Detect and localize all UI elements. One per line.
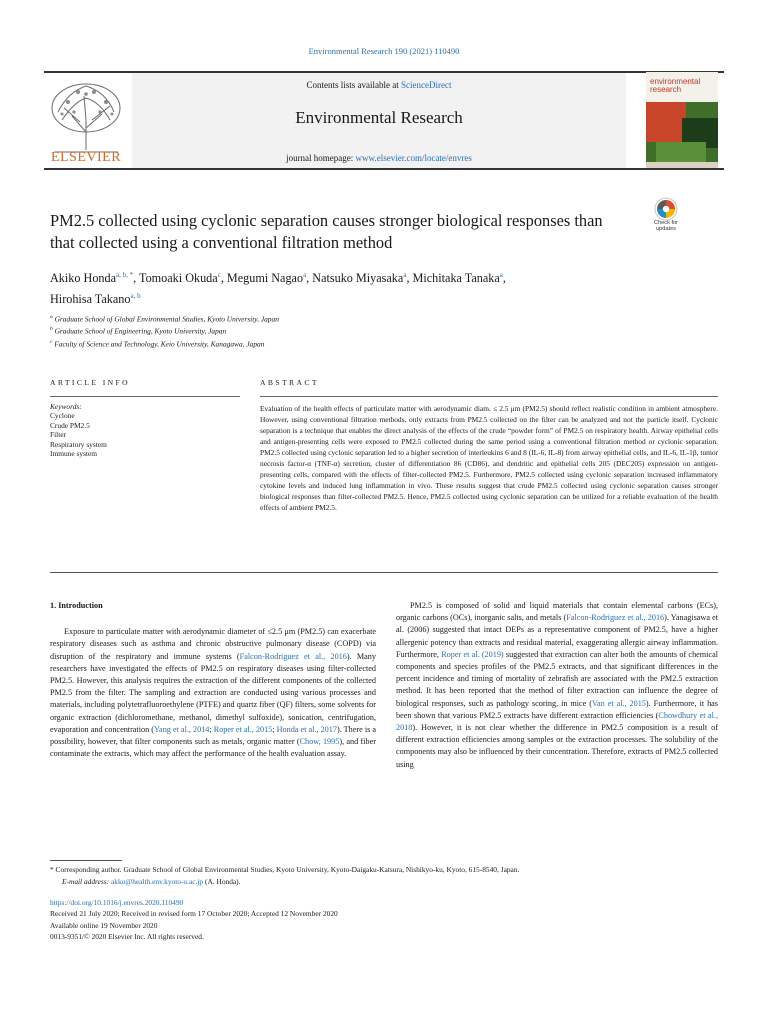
affiliation-item — [50, 324, 690, 336]
header-bottom-rule — [44, 168, 724, 170]
contents-line — [132, 80, 626, 90]
keyword-item: Immune system — [50, 449, 98, 459]
citation-link[interactable]: Roper et al., 2015 — [213, 724, 273, 734]
cover-title: environmental research — [650, 77, 701, 94]
elsevier-wordmark: ELSEVIER — [50, 150, 122, 165]
body-text: ). However, it is not clear whether the difference in PM2.5 composition is a result of different extraction efficiencies among samples or the extraction processes. The solubility of the components may also be influenced by their concentration. Therefore, extracts of PM2.5 collected using — [396, 723, 718, 769]
keyword-item: Filter — [50, 430, 67, 440]
citation-link[interactable]: Falcon-Rodriguez et al., 2016 — [239, 651, 347, 661]
citation-link[interactable]: Roper et al. (2019) — [441, 649, 504, 659]
journal-citation[interactable]: Environmental Research 190 (2021) 110490 — [308, 46, 460, 56]
body-text: ), and fiber contaminate the extracts, which may affect the performance of the health evaluation assay. — [50, 737, 376, 759]
citation-link[interactable]: Falcon-Rodriguez et al., 2016 — [566, 613, 665, 623]
keywords-block — [50, 402, 240, 458]
author-name: Natsuko Miyasaka — [312, 271, 404, 286]
body-text: ). Yanagisawa et al. (2006) suggested that intact DEPs as a representative component of PM2.5, have a higher allergenic potency than extracts and residual material, exaggerating allergic airway inflammation. Furthermore, — [396, 613, 719, 659]
body-text: suggested that extraction can alter both the amounts of chemical components and species profiles of the PM2.5 extracts, and that significant differences in the percent incidence and timing of mortality of zebrafish are associated with the PM2.5 extraction method. It has been reported that the method of filter extraction can influence the degree of biological responses, such as pathology scoring, in mice ( — [396, 649, 718, 708]
author-separator: , — [306, 271, 313, 286]
doi-link[interactable]: https://doi.org/10.1016/j.envres.2020.110490 — [50, 898, 184, 907]
author-list — [50, 266, 690, 308]
body-column-right — [396, 600, 718, 771]
contents-prefix: Contents lists available at — [306, 80, 401, 90]
history-dates: Received 21 July 2020; Received in revised form 17 October 2020; Accepted 12 November 2020 — [50, 909, 338, 919]
footnote-rule — [50, 860, 122, 861]
article-info-rule — [50, 396, 240, 397]
abstract-heading: ABSTRACT — [260, 378, 319, 387]
body-text: ). There is a possibility, however, that filter components such as metals, organic matter ( — [50, 724, 376, 747]
header-top-rule — [44, 71, 724, 73]
elsevier-logo — [44, 72, 128, 168]
email-suffix: (A. Honda). — [203, 876, 241, 886]
affiliation-marker: b — [50, 326, 53, 333]
affiliation-item — [50, 312, 690, 324]
citation-link[interactable]: Yang et al., 2014 — [153, 724, 210, 734]
affiliation-item — [50, 337, 690, 349]
keyword-item: Cyclone — [50, 411, 75, 421]
affiliation-marker: c — [50, 338, 53, 345]
affiliation-list — [50, 312, 690, 349]
body-text: ). Furthermore, it has been shown that various PM2.5 extracts have different extraction efficiencies ( — [396, 698, 718, 720]
journal-cover-image — [646, 72, 718, 168]
author-name: Megumi Nagao — [226, 271, 304, 286]
author-name: Michitaka Tanaka — [412, 271, 500, 286]
abstract-bottom-rule — [50, 572, 718, 573]
keyword-item: Crude PM2.5 — [50, 420, 90, 430]
body-text: PM2.5 is composed of solid and liquid materials that contain elemental carbons (ECs), organic carbons (OCs), inorganic salts, and metals ( — [396, 601, 718, 623]
author-affiliation-marker[interactable]: a, b, * — [116, 271, 134, 279]
homepage-prefix: journal homepage: — [286, 153, 356, 163]
body-text: ; — [272, 724, 277, 734]
body-text: ; — [209, 724, 214, 734]
corresponding-author-note: * Corresponding author. Graduate School of Global Environmental Studies, Kyoto University, Kyoto-Daigaku-Katsura, Nishikyo-ku, Kyoto, 615-8540, Japan. — [50, 865, 520, 874]
email-line — [50, 876, 718, 888]
body-text: Exposure to particulate matter with aerodynamic diameter of ≤2.5 μm (PM2.5) can exacerbate respiratory diseases such as asthma and chronic obstructive pulmonary disease (COPD) via disruption of the respiratory and immune systems ( — [50, 627, 376, 661]
affiliation-marker: a — [50, 314, 53, 320]
sciencedirect-link[interactable]: ScienceDirect — [401, 80, 452, 90]
journal-name: Environmental Research — [295, 108, 463, 127]
author-separator: , — [502, 271, 506, 286]
body-column-left — [50, 600, 376, 760]
citation-link[interactable]: Chowdhury et al., 2018 — [396, 710, 718, 733]
intro-paragraph-1 — [50, 626, 376, 760]
keyword-item: Respiratory system — [50, 439, 107, 449]
author-separator: , — [220, 271, 227, 286]
author-name: Akiko Honda — [50, 271, 117, 286]
author-affiliation-marker[interactable]: a — [403, 271, 407, 279]
email-link[interactable]: akko@health.env.kyoto-u.ac.jp — [111, 876, 204, 886]
author-separator: , — [133, 271, 139, 286]
body-text: ). Many researchers have investigated the effects of PM2.5 on respiratory diseases using filter-collected PM2.5. However, this analysis requires the extraction of the different components of the collected PM2.5 from the filter. The sampling and extraction are conducted using various processes and materials, including polytetrafluoroethylene (PTFE) and quartz fiber (QF) filters, some solvents for organic extraction (dichloromethane, methanol, dimethyl sulfoxide), sonication, centrifugation, evaporation and concentration ( — [50, 651, 376, 734]
email-label: E-mail address: — [62, 876, 110, 886]
author-name: Tomoaki Okuda — [139, 271, 218, 286]
footnote-block — [50, 864, 718, 887]
affiliation-text: Graduate School of Engineering, Kyoto University, Japan — [52, 326, 227, 336]
homepage-link[interactable]: www.elsevier.com/locate/envres — [355, 153, 472, 163]
article-title: PM2.5 collected using cyclonic separation causes stronger biological responses than that collected using a conventional filtration method — [50, 211, 603, 252]
introduction-heading: 1. Introduction — [50, 601, 103, 610]
article-info-heading: ARTICLE INFO — [50, 378, 131, 387]
author-separator: , — [406, 271, 413, 286]
available-online: Available online 19 November 2020 — [50, 920, 158, 930]
citation-link[interactable]: Van et al., 2015 — [592, 698, 646, 708]
author-name: Hirohisa Takano — [50, 292, 131, 307]
author-affiliation-marker[interactable]: a, b — [130, 292, 141, 301]
affiliation-text: Faculty of Science and Technology, Keio University, Kanagawa, Japan — [52, 339, 265, 349]
citation-link[interactable]: Honda et al., 2017 — [276, 724, 337, 734]
keywords-label: Keywords: — [50, 402, 82, 411]
abstract-rule — [260, 396, 718, 397]
intro-paragraph-2 — [396, 600, 718, 771]
author-affiliation-marker[interactable]: a — [303, 271, 307, 279]
copyright: 0013-9351/© 2020 Elsevier Inc. All rights reserved. — [50, 932, 204, 942]
keywords-list — [50, 411, 240, 458]
author-affiliation-marker[interactable]: a — [499, 271, 503, 279]
author-affiliation-marker[interactable]: c — [217, 271, 221, 279]
affiliation-text: Graduate School of Global Environmental Studies, Kyoto University, Japan — [52, 314, 279, 324]
citation-link[interactable]: Chow, 1995 — [299, 737, 340, 747]
abstract-text: Evaluation of the health effects of particulate matter with aerodynamic diam. ≤ 2.5 μm (PM2.5) should reflect realistic condition in ambient atmosphere. However, using conventional filtration methods, only extracts from PM2.5 collected on the filter can be analyzed and not the particle itself. Cyclonic separation is a technique that enables the direct analysis of the effects of the crude “powder form” of PM2.5 on respiratory health. Airway epithelial cells and antigen-presenting cells were exposed to PM2.5 collected during the same period using a conventional filtration method or cyclonic separation. PM2.5 collected using cyclonic separation led to a higher secretion of interleukins 6 and 8 (IL-6, IL-8) from airway epithelial cells, and IL-6, IL-1β, tumor necrosis factor-α (TNF-α) secretion, cluster of differentiation 86 (CD86), and dendritic and epithelial cells 205 (DEC205) expression on antigen-presenting cells, compared with the effects of filter-collected PM2.5. Furthermore, PM2.5 collected using cyclonic separation increased inflammatory cytokine levels and induced lung inflammation in vivo. These results suggest that crude PM2.5 collected using cyclonic separation causes stronger biological responses than filter-collected PM2.5. Hence, PM2.5 collected using cyclonic separation can be utilized for a reliable evaluation of the health effects of ambient PM2.5. — [260, 404, 718, 512]
check-for-updates-label: Check for updates — [654, 220, 678, 232]
homepage-line — [132, 153, 626, 163]
publication-info — [50, 897, 718, 943]
check-for-updates-badge[interactable] — [647, 196, 685, 234]
